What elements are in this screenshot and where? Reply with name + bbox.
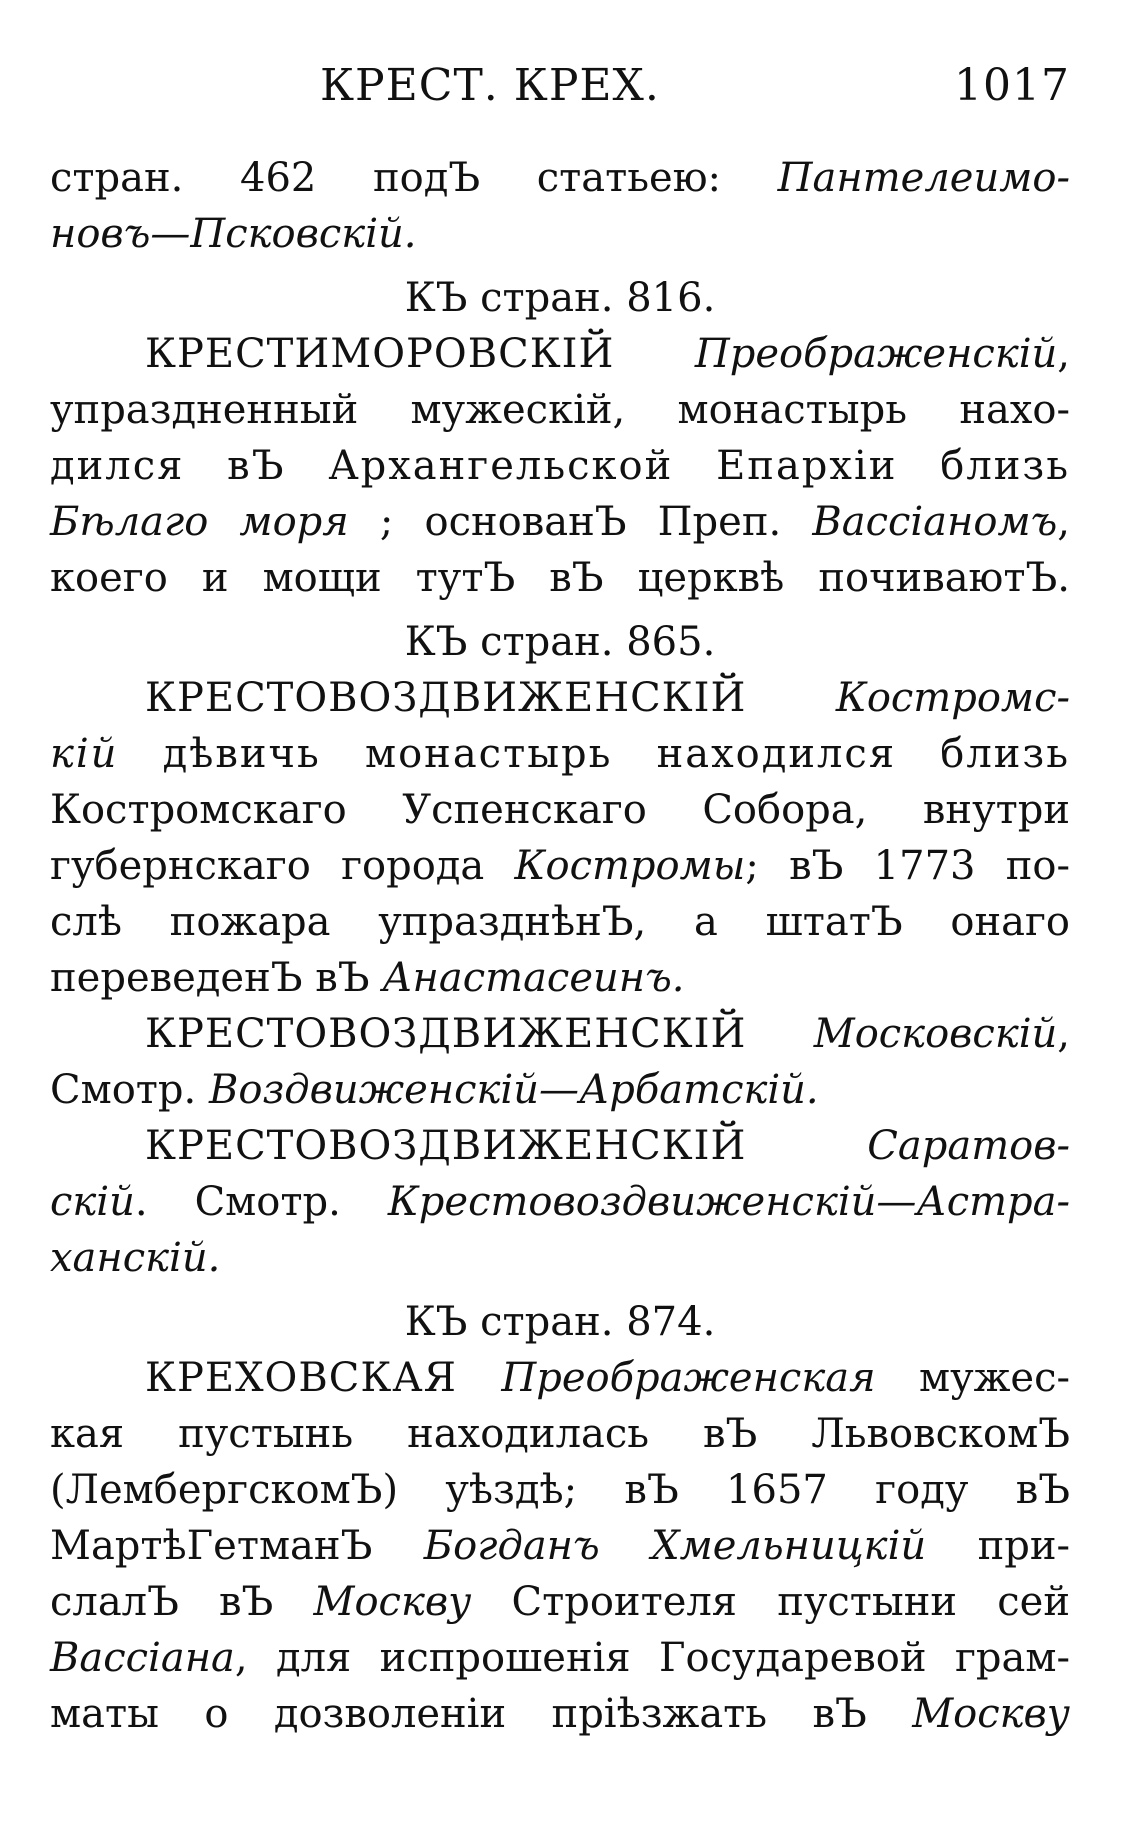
text-segment: МартѣГетманЪ	[50, 1523, 424, 1569]
text-segment: ,	[1057, 1011, 1070, 1057]
text-segment: слѣ пожара упразднѣнЪ, а штатЪ онаго	[50, 899, 1070, 945]
text-segment: дился вЪ Архангельской Епархіи близь	[50, 443, 1070, 489]
text-segment: кая пустынь находилась вЪ ЛьвовскомЪ	[50, 1411, 1070, 1457]
text-line-20	[50, 1230, 1070, 1286]
text-line-22	[50, 1350, 1070, 1406]
entry-headword: КРЕСТИМОРОВСКІЙ	[145, 331, 695, 377]
running-title: КРЕСТ. КРЕХ.	[320, 60, 660, 111]
italic-text: Вассіаномъ	[812, 499, 1058, 545]
text-segment: Смотр.	[50, 1067, 209, 1113]
text-line-27	[50, 1630, 1070, 1686]
text-line-28	[50, 1686, 1070, 1742]
text-segment: слалЪ вЪ	[50, 1579, 314, 1625]
italic-text: Вассіана	[50, 1635, 235, 1681]
text-segment: упраздненный мужескій, монастырь нахо-	[50, 387, 1070, 433]
text-segment: маты о дозволеніи пріѣзжать вЪ	[50, 1691, 913, 1737]
italic-text: скій	[50, 1179, 135, 1225]
italic-text: Саратов-	[867, 1123, 1070, 1169]
text-line-10	[50, 670, 1070, 726]
text-segment: мужес-	[875, 1355, 1071, 1401]
text-line-21	[50, 1294, 1070, 1350]
text-line-5	[50, 382, 1070, 438]
text-line-14	[50, 894, 1070, 950]
text-segment: ,	[1057, 499, 1070, 545]
entry-headword: КРЕСТОВОЗДВИЖЕНСКІЙ	[145, 1123, 868, 1169]
italic-text: Москву	[912, 1691, 1070, 1737]
text-line-7	[50, 494, 1070, 550]
italic-text: Преображенская	[501, 1355, 876, 1401]
text-body	[50, 150, 1070, 1742]
text-segment: дѣвичь монастырь находился близь	[118, 731, 1070, 777]
text-line-3	[50, 270, 1070, 326]
entry-headword: КРЕСТОВОЗДВИЖЕНСКІЙ	[145, 675, 836, 721]
italic-text: новъ—Псковскій.	[50, 211, 417, 257]
text-segment: КЪ стран. 816.	[404, 275, 716, 321]
page-header	[50, 60, 1070, 140]
italic-text: Костромс-	[835, 675, 1070, 721]
text-line-24	[50, 1462, 1070, 1518]
italic-text: Богданъ Хмельницкій	[423, 1523, 927, 1569]
text-segment: переведенЪ вЪ	[50, 955, 383, 1001]
text-line-9	[50, 614, 1070, 670]
italic-text: Костромы	[514, 843, 746, 889]
entry-headword: КРЕХОВСКАЯ	[145, 1355, 502, 1401]
text-line-1	[50, 150, 1070, 206]
text-line-2	[50, 206, 1070, 262]
italic-text: Московскій	[813, 1011, 1058, 1057]
text-line-6	[50, 438, 1070, 494]
italic-text: Воздвиженскій—Арбатскій.	[208, 1067, 819, 1113]
italic-text: Преображенскій	[694, 331, 1058, 377]
text-segment: , для испрошенія Государевой грам-	[234, 1635, 1070, 1681]
page-number: 1017	[954, 60, 1070, 111]
text-line-13	[50, 838, 1070, 894]
text-line-23	[50, 1406, 1070, 1462]
text-segment: КЪ стран. 874.	[404, 1299, 716, 1345]
text-line-17	[50, 1062, 1070, 1118]
text-segment: ; основанЪ Преп.	[348, 499, 813, 545]
italic-text: Пантелеимо-	[777, 155, 1070, 201]
text-line-15	[50, 950, 1070, 1006]
text-segment: . Смотр.	[134, 1179, 388, 1225]
text-line-8	[50, 550, 1070, 606]
text-segment: Строителя пустыни сей	[471, 1579, 1070, 1625]
text-line-25	[50, 1518, 1070, 1574]
entry-headword: КРЕСТОВОЗДВИЖЕНСКІЙ	[145, 1011, 814, 1057]
italic-text: ханскій.	[50, 1235, 221, 1281]
text-segment: ,	[1057, 331, 1070, 377]
text-segment: коего и мощи тутЪ вЪ церквѣ почиваютЪ.	[50, 555, 1070, 601]
text-line-11	[50, 726, 1070, 782]
text-line-12	[50, 782, 1070, 838]
italic-text: кій	[50, 731, 119, 777]
text-segment: ; вЪ 1773 по-	[745, 843, 1070, 889]
text-segment: стран. 462 подЪ статьею:	[50, 155, 778, 201]
text-line-19	[50, 1174, 1070, 1230]
text-segment: КЪ стран. 865.	[404, 619, 716, 665]
text-line-16	[50, 1006, 1070, 1062]
text-segment: при-	[926, 1523, 1071, 1569]
text-line-4	[50, 326, 1070, 382]
italic-text: Анастасеинъ.	[382, 955, 685, 1001]
text-line-18	[50, 1118, 1070, 1174]
text-segment: губернскаго города	[50, 843, 515, 889]
italic-text: Бѣлаго моря	[50, 499, 349, 545]
text-segment: (ЛембергскомЪ) уѣздѣ; вЪ 1657 году вЪ	[50, 1467, 1070, 1513]
text-segment: Костромскаго Успенскаго Собора, внутри	[50, 787, 1070, 833]
italic-text: Москву	[313, 1579, 472, 1625]
text-line-26	[50, 1574, 1070, 1630]
italic-text: Крестовоздвиженскій—Астра-	[387, 1179, 1070, 1225]
